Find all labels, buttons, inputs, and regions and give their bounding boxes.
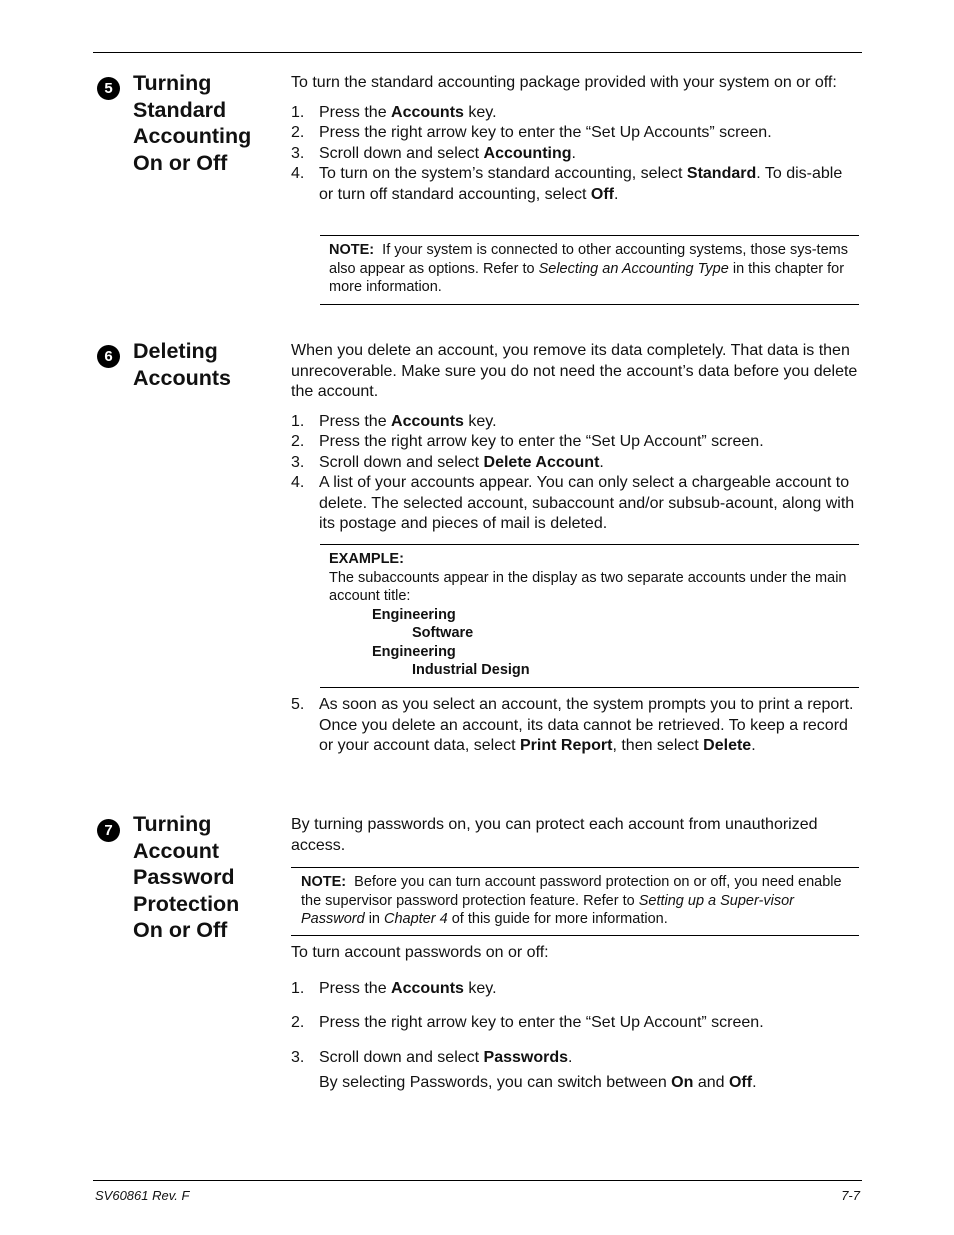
bottom-rule	[93, 1180, 862, 1181]
list-item: 2. Press the right arrow key to enter the “Set Up Account” screen.	[291, 1014, 764, 1031]
section-6-step-5	[291, 695, 859, 757]
step-list	[291, 979, 859, 1069]
section-title: Turning Account Password Protection On or Off	[133, 812, 240, 942]
list-item: 4. To turn on the system’s standard accounting, select Standard. To dis-able or turn off standard accounting, select Off.	[291, 165, 843, 203]
example-label: EXAMPLE:	[329, 551, 404, 567]
example-text: The subaccounts appear in the display as two separate accounts under the main account title:	[329, 569, 847, 604]
step-list	[291, 412, 859, 535]
example-box	[320, 544, 859, 688]
example-account: Engineering	[372, 606, 456, 623]
section-number-badge: 6	[97, 345, 120, 368]
note-label: NOTE:	[329, 242, 375, 258]
list-item: 2. Press the right arrow key to enter the “Set Up Accounts” screen.	[291, 124, 772, 141]
step-list	[291, 103, 859, 206]
list-item: 3. Scroll down and select Passwords.	[291, 1048, 573, 1066]
lead-paragraph: To turn account passwords on or off:	[291, 944, 549, 961]
intro-paragraph: To turn the standard accounting package provided with your system on or off:	[291, 74, 837, 91]
list-item: 1. Press the Accounts key.	[291, 412, 497, 430]
list-item: 3. Scroll down and select Accounting.	[291, 144, 576, 162]
section-title: Turning Standard Accounting On or Off	[133, 71, 252, 175]
list-item: 5. As soon as you select an account, the system prompts you to print a report. Once you delete an account, its data cannot be retrieved. To keep a record or your account data, select Print Report, then select Delete.	[291, 696, 854, 754]
example-subaccount: Industrial Design	[412, 662, 530, 678]
footer-doc-id: SV60861 Rev. F	[95, 1188, 190, 1203]
section-number-badge: 5	[97, 77, 120, 100]
section-title: Deleting Accounts	[133, 339, 231, 390]
section-7-intro	[291, 815, 859, 856]
section-6-body	[291, 341, 859, 535]
section-number-badge: 7	[97, 819, 120, 842]
step-list	[291, 695, 859, 757]
note-box: NOTE: If your system is connected to other accounting systems, those sys-tems also appear as options. Refer to Selecting an Accounting Type in this chapter for more information.	[320, 235, 859, 305]
intro-paragraph: By turning passwords on, you can protect each account from unauthorized access.	[291, 816, 818, 854]
footer-page-number: 7-7	[841, 1188, 860, 1203]
follow-paragraph: By selecting Passwords, you can switch between On and Off.	[319, 1074, 757, 1091]
list-item: 2. Press the right arrow key to enter the “Set Up Account” screen.	[291, 433, 764, 450]
note-box: NOTE: Before you can turn account password protection on or off, you need enable the supervisor password protection feature. Refer to Setting up a Super-visor Password in Chapter 4 of this guide for more information.	[291, 867, 859, 936]
section-7-body	[291, 943, 859, 1094]
example-subaccount: Software	[412, 625, 474, 641]
section-5-body	[291, 73, 859, 205]
intro-paragraph: When you delete an account, you remove its data completely. That data is then unrecoverable. Make sure you do not need the account’s data before you delete the account.	[291, 342, 858, 400]
list-item: 1. Press the Accounts key.	[291, 103, 497, 121]
list-item: 3. Scroll down and select Delete Account.	[291, 453, 604, 471]
list-item: 1. Press the Accounts key.	[291, 979, 497, 997]
top-rule	[93, 52, 862, 53]
example-account: Engineering	[372, 643, 456, 660]
note-label: NOTE:	[301, 874, 347, 890]
list-item: 4. A list of your accounts appear. You can only select a chargeable account to delete. The selected account, subaccount and/or subsub-acount, along with its postage and pieces of mail is deleted.	[291, 474, 855, 532]
